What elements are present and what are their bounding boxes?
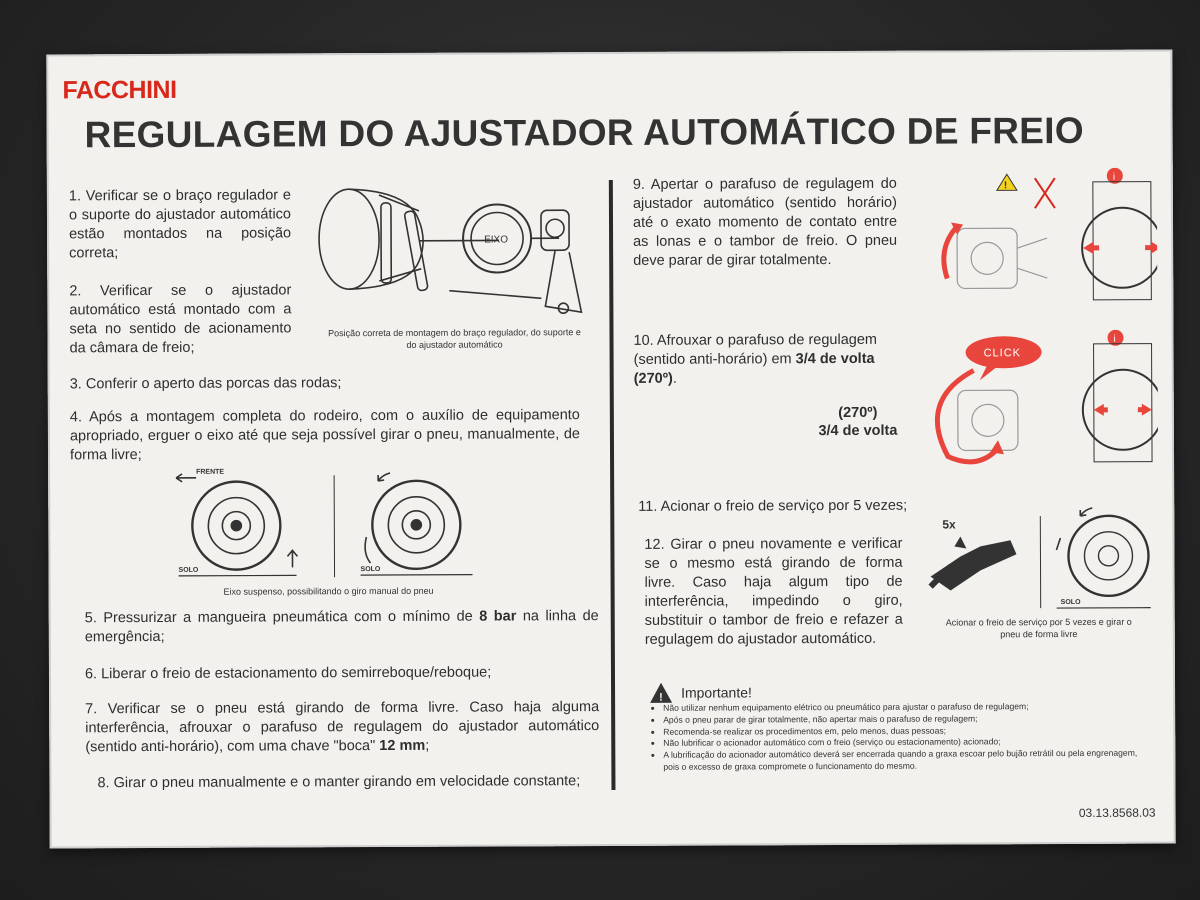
- important-item: • A lubrificação do acionador automático deverá ser encerrada quando a graxa escoar pelo bujão retrátil ou pela engrenagem, pois o excesso de graxa compromete o funcionamento do mesmo.: [663, 748, 1143, 774]
- page-title: REGULAGEM DO AJUSTADOR AUTOMÁTICO DE FREIO: [84, 109, 1084, 156]
- step-2: 2. Verificar se o ajustador automático está montado com a seta no sentido de acionamento da câmara de freio;: [69, 282, 292, 357]
- step-1: 1. Verificar se o braço regulador e o suporte do ajustador automático estão montados na posição correta;: [68, 187, 292, 262]
- step-10: 10. Afrouxar o parafuso de regulagem (sentido anti-horário) em 3/4 de volta (270º).: [633, 331, 877, 387]
- caption-suspended: Eixo suspenso, possibilitando o giro manual do pneu: [223, 585, 434, 597]
- solo-label-c: SOLO: [1060, 598, 1081, 607]
- step-3: 3. Conferir o aperto das porcas das rodas;: [69, 375, 342, 393]
- column-divider: [609, 180, 616, 790]
- important-item: • Não lubrificar o acionador automático com o freio (serviço ou estacionamento) acionado;: [663, 736, 1143, 750]
- brake-pedal-illustration: [920, 496, 1161, 617]
- turn-270-label: (270º): [838, 404, 878, 422]
- important-item: • Após o pneu parar de girar totalmente, não apertar mais o parafuso de regulagem;: [663, 712, 1143, 726]
- step-9: 9. Apertar o parafuso de regulagem do ajustador automático (sentido horário) até o exato momento de contato entre as lonas e o tambor de freio. O pneu deve parar de girar totalmente.: [632, 175, 898, 269]
- instruction-plate: [46, 50, 1175, 849]
- svg-text:!: !: [1003, 180, 1008, 192]
- important-item: • Não utilizar nenhum equipamento elétrico ou pneumático para ajustar o parafuso de regulagem;: [663, 701, 1143, 715]
- brand-logo: FACCHINI: [62, 75, 177, 105]
- important-item: • Recomenda-se realizar os procedimentos em, pelo menos, duas pessoas;: [663, 724, 1143, 738]
- step-8: 8. Girar o pneu manualmente e o manter girando em velocidade constante;: [97, 773, 581, 792]
- document-code: 03.13.8568.03: [1078, 805, 1156, 820]
- step-11: 11. Acionar o freio de serviço por 5 vezes;: [638, 497, 908, 515]
- svg-text:!: !: [659, 691, 663, 704]
- click-label: CLICK: [983, 347, 1022, 360]
- step-12: 12. Girar o pneu novamente e verificar se o mesmo está girando de forma livre. Caso haja algum tipo de interferência, impedindo o giro, substituir o tambor de freio e refazer a regulagem do ajustador automático.: [644, 535, 903, 648]
- important-list: [649, 701, 1143, 774]
- press-count-label: 5x: [942, 517, 956, 532]
- warning-icon: [649, 682, 673, 704]
- brake-chamber-illustration: [309, 180, 600, 331]
- turn-34-label: 3/4 de volta: [818, 422, 898, 440]
- important-title: Importante!: [681, 684, 752, 701]
- caption-mount: Posição correta de montagem do braço regulador, do suporte e do ajustador automático: [328, 327, 581, 350]
- wheel-suspended-illustration: [166, 467, 477, 588]
- step-4: 4. Após a montagem completa do rodeiro, com o auxílio de equipamento apropriado, erguer o eixo até que seja possível girar o pneu, manualmente, de forma livre;: [69, 407, 580, 464]
- step-7: 7. Verificar se o pneu está girando de forma livre. Caso haja alguma interferência, afrouxar o parafuso de regulagem do ajustador automático (sentido anti-horário), com uma chave "boca" 12 mm;: [85, 699, 600, 756]
- loosen-click-illustration: [917, 330, 1158, 471]
- solo-label-a: SOLO: [178, 566, 199, 574]
- step-5: 5. Pressurizar a mangueira pneumática com o mínimo de 8 bar na linha de emergência;: [84, 608, 599, 646]
- svg-text:i: i: [1113, 333, 1116, 345]
- caption-service: Acionar o freio de serviço por 5 vezes e girar o pneu de forma livre: [945, 616, 1132, 640]
- svg-text:i: i: [1112, 171, 1116, 183]
- frente-label: FRENTE: [196, 468, 225, 476]
- eixo-label: EIXO: [484, 234, 509, 246]
- solo-label-b: SOLO: [360, 566, 381, 574]
- step-6: 6. Liberar o freio de estacionamento do semirreboque/reboque;: [84, 664, 492, 683]
- tighten-illustration: [917, 168, 1158, 319]
